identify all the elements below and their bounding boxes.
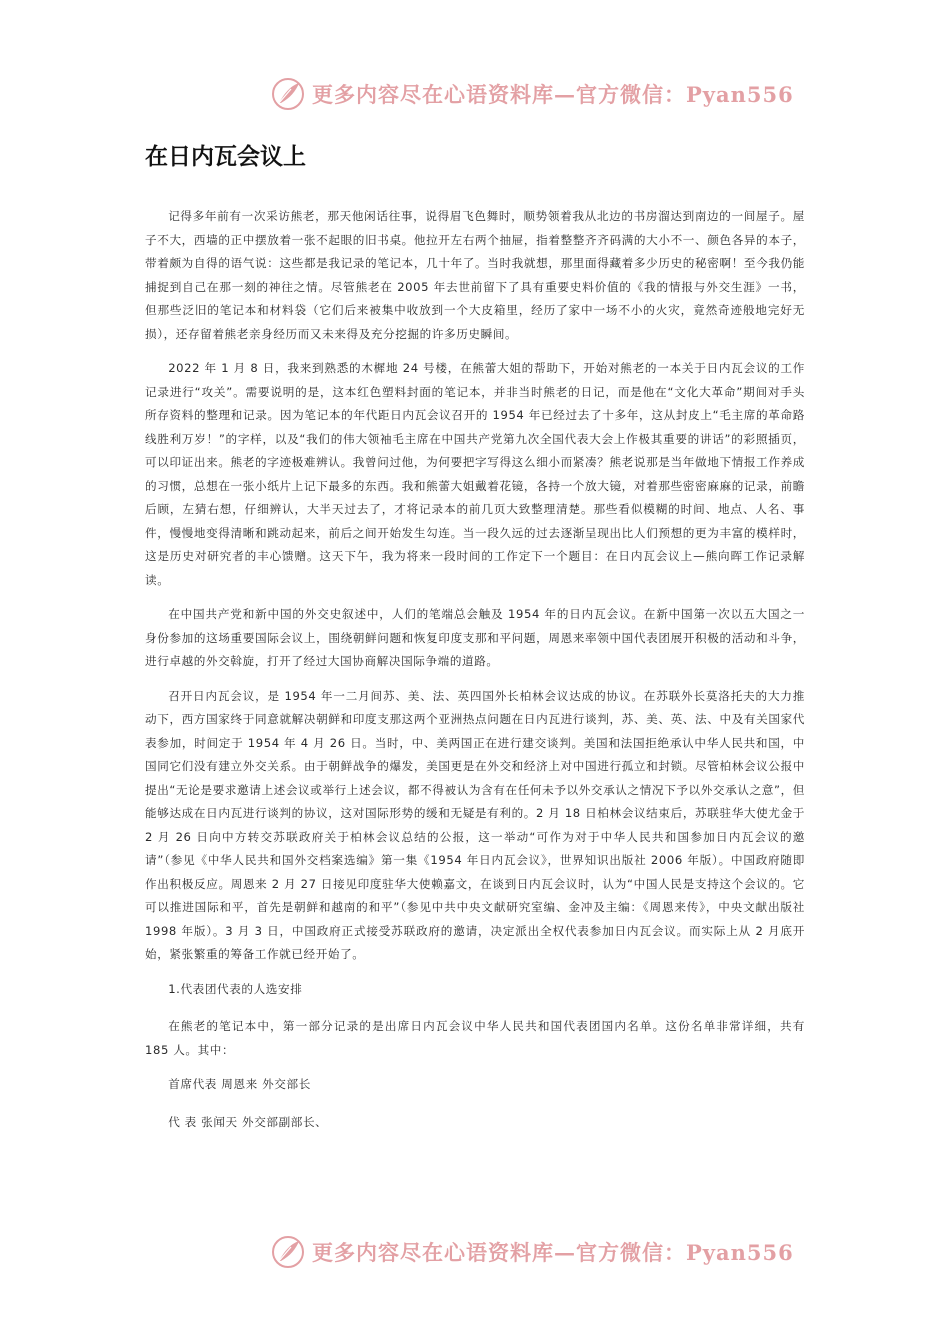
watermark-text: 更多内容尽在心语资料库—官方微信：Pyan556 xyxy=(312,82,794,107)
feather-pen-logo-icon xyxy=(270,76,306,112)
paragraph: 2022 年 1 月 8 日，我来到熟悉的木樨地 24 号楼，在熊蕾大姐的帮助下，开始对熊老的一本关于日内瓦会议的工作记录进行“攻关”。需要说明的是，这本红色塑料封面的笔记本，并非当时熊老的日记，而是他在“文化大革命”期间对手头所存资料的整理和记录。因为笔记本的年代距日内瓦会议召开的 1954 年已经过去了十多年，这从封皮上“毛主席的革命路线胜利万岁！”的字样，以及“我们的伟大领袖毛主席在中国共产党第九次全国代表大会上作极其重要的讲话”的彩照插页，可以印证出来。熊老的字迹极难辨认。我曾问过他，为何要把字写得这么细小而紧凑？熊老说那是当年做地下情报工作养成的习惯，总想在一张小纸片上记下最多的东西。我和熊蕾大姐戴着花镜，各持一个放大镜，对着那些密密麻麻的记录，前瞻后顾，左猜右想，仔细辨认，大半天过去了，才将记录本的前几页大致整理清楚。那些看似模糊的时间、地点、人名、事件，慢慢地变得清晰和跳动起来，前后之间开始发生勾连。当一段久远的过去逐渐呈现出比人们预想的更为丰富的模样时，这是历史对研究者的丰心馈赠。这天下午，我为将来一段时间的工作定下一个题目：在日内瓦会议上—熊向晖工作记录解读。 xyxy=(145,361,805,587)
section-heading: 1.代表团代表的人选安排 xyxy=(168,981,303,996)
watermark-banner-top xyxy=(270,74,794,114)
paragraph: 在熊老的笔记本中，第一部分记录的是出席日内瓦会议中华人民共和国代表团国内名单。这份名单非常详细，共有 185 人。其中： xyxy=(145,1019,805,1057)
paragraph: 召开日内瓦会议，是 1954 年一二月间苏、美、法、英四国外长柏林会议达成的协议。在苏联外长莫洛托夫的大力推动下，西方国家终于同意就解决朝鲜和印度支那这两个亚洲热点问题在日内瓦进行谈判，苏、美、英、法、中及有关国家代表参加，时间定于 1954 年 4 月 26 日。当时，中、美两国正在进行建交谈判。美国和法国拒绝承认中华人民共和国，中国同它们没有建立外交关系。由于朝鲜战争的爆发，美国更是在外交和经济上对中国进行孤立和封锁。尽管柏林会议公报中提出“无论是要求邀请上述会议或举行上述会议，都不得被认为含有在任何未予以外交承认之情况下予以外交承认之意”，但能够达成在日内瓦进行谈判的协议，这对国际形势的缓和无疑是有利的。2 月 18 日柏林会议结束后，苏联驻华大使尤金于 2 月 26 日向中方转交苏联政府关于柏林会议总结的公报，这一举动“可作为对于中华人民共和国参加日内瓦会议的邀请”（参见《中华人民共和国外交档案选编》第一集《1954 年日内瓦会议》，世界知识出版社 2006 年版）。中国政府随即作出积极反应。周恩来 2 月 27 日接见印度驻华大使赖嘉文，在谈到日内瓦会议时，认为“中国人民是支持这个会议的。它可以推进国际和平，首先是朝鲜和越南的和平”（参见中共中央文献研究室编、金冲及主编：《周恩来传》，中央文献出版社 1998 年版）。3 月 3 日，中国政府正式接受苏联政府的邀请，决定派出全权代表参加日内瓦会议。而实际上从 2 月底开始，紧张繁重的筹备工作就已经开始了。 xyxy=(145,688,805,961)
watermark-banner-bottom xyxy=(270,1232,794,1272)
document-body xyxy=(145,205,805,1148)
paragraph: 记得多年前有一次采访熊老，那天他闲话往事，说得眉飞色舞时，顺势领着我从北边的书房溜达到南边的一间屋子。屋子不大，西墙的正中摆放着一张不起眼的旧书桌。他拉开左右两个抽屉，指着整整齐齐码满的大小不一、颜色各异的本子，带着颇为自得的语气说：这些都是我记录的笔记本，几十年了。当时我就想，那里面得藏着多少历史的秘密啊！至今我仍能捕捉到自己在那一刻的神往之情。尽管熊老在 2005 年去世前留下了具有重要史料价值的《我的情报与外交生涯》一书，但那些泛旧的笔记本和材料袋（它们后来被集中收放到一个大皮箱里，经历了家中一场不小的火灾，竟然奇迹般地完好无损），还存留着熊老亲身经历而又未来得及充分挖掘的许多历史瞬间。 xyxy=(145,209,805,341)
delegate-line: 首席代表 周恩来 外交部长 xyxy=(168,1077,311,1091)
paragraph: 在中国共产党和新中国的外交史叙述中，人们的笔端总会触及 1954 年的日内瓦会议。在新中国第一次以五大国之一身份参加的这场重要国际会议上，围绕朝鲜问题和恢复印度支那和平问题，周恩来率领中国代表团展开积极的活动和斗争，进行卓越的外交斡旋，打开了经过大国协商解决国际争端的道路。 xyxy=(145,607,805,668)
document-title: 在日内瓦会议上 xyxy=(145,143,306,169)
feather-pen-logo-icon xyxy=(270,1234,306,1270)
watermark-text: 更多内容尽在心语资料库—官方微信：Pyan556 xyxy=(312,1240,794,1265)
delegate-line: 代 表 张闻天 外交部副部长、 xyxy=(168,1114,328,1129)
